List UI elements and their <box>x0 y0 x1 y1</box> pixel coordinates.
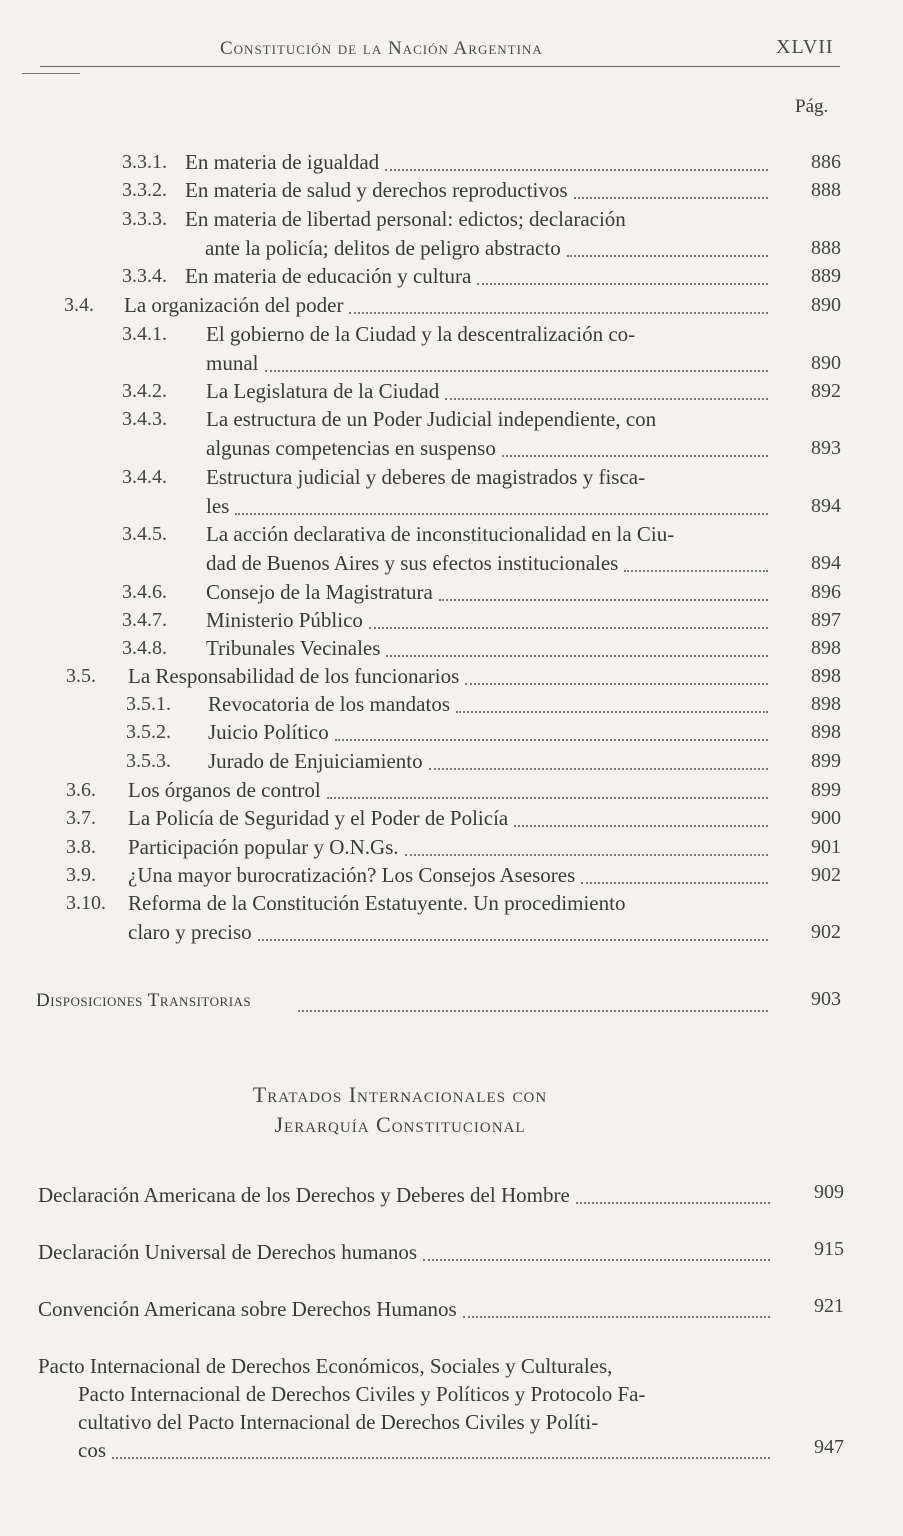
treaty-dot-leader <box>463 1316 770 1318</box>
toc-entry-page: 897 <box>811 609 841 631</box>
toc-entry-title: La Policía de Seguridad y el Poder de Policía <box>128 806 509 830</box>
toc-entry-page: 898 <box>811 665 841 687</box>
toc-entry-number: 3.3.1. <box>122 151 167 173</box>
toc-dot-leader <box>439 599 768 601</box>
toc-entry-title: ante la policía; delitos de peligro abstracto <box>205 235 561 260</box>
toc-entry-number: 3.10. <box>66 892 106 914</box>
toc-entry-title: dad de Buenos Aires y sus efectos institucionales <box>206 550 619 575</box>
toc-entry-title: Reforma de la Constitución Estatuyente. Un procedimiento <box>128 891 626 915</box>
treaty-title: Pacto Internacional de Derechos Civiles y Políticos y Protocolo Fa- <box>78 1382 646 1406</box>
toc-entry-number: 3.4.8. <box>122 637 167 659</box>
toc-entry-title: La acción declarativa de inconstitucionalidad en la Ciu- <box>206 522 675 546</box>
transitorias-leader <box>298 1010 768 1012</box>
toc-entry-page: 898 <box>811 693 841 715</box>
toc-entry-page: 902 <box>811 864 841 886</box>
running-header-title: Constitución de la Nación Argentina <box>220 38 543 59</box>
section-heading-line2: Jerarquía Constitucional <box>274 1112 526 1137</box>
treaty-page: 921 <box>814 1295 844 1317</box>
toc-entry-title: munal <box>206 350 259 375</box>
toc-entry-number: 3.5.3. <box>126 750 171 772</box>
toc-entry-number: 3.6. <box>66 779 96 801</box>
toc-dot-leader <box>514 825 768 827</box>
toc-entry-number: 3.4. <box>64 294 94 316</box>
toc-entry-number: 3.5.1. <box>126 693 171 715</box>
toc-entry-page: 900 <box>811 807 841 829</box>
toc-dot-leader <box>477 283 768 285</box>
toc-entry-page: 890 <box>811 351 841 374</box>
toc-dot-leader <box>235 513 768 515</box>
toc-dot-leader <box>369 627 768 629</box>
toc-entry-title: El gobierno de la Ciudad y la descentralización co- <box>206 322 636 346</box>
toc-entry-title: Consejo de la Magistratura <box>206 580 433 604</box>
treaty-page: 947 <box>814 1436 844 1458</box>
toc-entry-page: 899 <box>811 779 841 801</box>
toc-entry-title: La Legislatura de la Ciudad <box>206 379 440 403</box>
toc-dot-leader <box>335 739 768 741</box>
toc-entry-number: 3.3.4. <box>122 265 167 287</box>
toc-entry-page: 901 <box>811 836 841 858</box>
toc-dot-leader <box>574 197 768 199</box>
section-heading-line1: Tratados Internacionales con <box>252 1082 548 1107</box>
treaty-dot-leader <box>112 1457 770 1459</box>
toc-entry-page: 894 <box>811 494 841 517</box>
toc-dot-leader <box>258 939 768 941</box>
treaty-title: Declaración Americana de los Derechos y Deberes del Hombre <box>38 1183 570 1207</box>
toc-dot-leader <box>456 711 768 713</box>
toc-entry-title: En materia de igualdad <box>185 150 380 174</box>
toc-entry-title: claro y preciso <box>128 919 252 944</box>
toc-entry-number: 3.4.1. <box>122 323 167 345</box>
toc-entry-title: Estructura judicial y deberes de magistrados y fisca- <box>206 465 646 489</box>
toc-entry-page: 894 <box>811 551 841 574</box>
toc-entry-number: 3.4.3. <box>122 408 167 430</box>
treaty-dot-leader <box>423 1259 770 1261</box>
toc-entry-title: Los órganos de control <box>128 778 321 802</box>
toc-entry-page: 899 <box>811 750 841 772</box>
toc-entry-title: La organización del poder <box>124 293 344 317</box>
page-number: XLVII <box>776 36 834 58</box>
toc-dot-leader <box>265 370 769 372</box>
toc-entry-number: 3.5. <box>66 665 96 687</box>
toc-entry-number: 3.4.2. <box>122 380 167 402</box>
toc-entry-number: 3.7. <box>66 807 96 829</box>
treaty-title: cultativo del Pacto Internacional de Derechos Civiles y Políti- <box>78 1410 599 1434</box>
treaty-page: 915 <box>814 1238 844 1260</box>
toc-dot-leader <box>429 768 768 770</box>
toc-dot-leader <box>385 169 768 171</box>
toc-entry-number: 3.4.4. <box>122 466 167 488</box>
toc-entry-page: 888 <box>811 236 841 259</box>
treaty-title: cos <box>78 1438 106 1462</box>
treaty-title: Convención Americana sobre Derechos Humanos <box>38 1297 457 1321</box>
toc-dot-leader <box>502 455 768 457</box>
toc-entry-number: 3.9. <box>66 864 96 886</box>
header-rule-short <box>22 73 80 74</box>
toc-entry-title: Juicio Político <box>208 720 329 744</box>
toc-entry-number: 3.3.2. <box>122 179 167 201</box>
toc-dot-leader <box>327 797 768 799</box>
toc-entry-number: 3.4.7. <box>122 609 167 631</box>
toc-entry-page: 889 <box>811 265 841 287</box>
toc-entry-title: La estructura de un Poder Judicial independiente, con <box>206 407 657 431</box>
toc-entry-page: 892 <box>811 380 841 402</box>
toc-entry-page: 893 <box>811 436 841 459</box>
toc-entry-title: Tribunales Vecinales <box>206 636 381 660</box>
toc-entry-page: 902 <box>811 920 841 943</box>
toc-entry-page: 896 <box>811 581 841 603</box>
toc-entry-page: 888 <box>811 179 841 201</box>
toc-entry-number: 3.4.6. <box>122 581 167 603</box>
toc-entry-title: Jurado de Enjuiciamiento <box>208 749 423 773</box>
page-column-label: Pág. <box>795 96 829 117</box>
toc-entry-page: 898 <box>811 637 841 659</box>
toc-entry-title: algunas competencias en suspenso <box>206 435 496 460</box>
toc-entry-title: La Responsabilidad de los funcionarios <box>128 664 460 688</box>
toc-entry-title: Ministerio Público <box>206 608 363 632</box>
transitorias-label: Disposiciones Transitorias <box>36 990 252 1011</box>
toc-entry-title: Revocatoria de los mandatos <box>208 692 451 716</box>
toc-entry-title: En materia de educación y cultura <box>185 264 472 288</box>
toc-dot-leader <box>405 854 768 856</box>
treaty-page: 909 <box>814 1181 844 1203</box>
toc-dot-leader <box>624 570 768 572</box>
header-rule <box>40 66 840 67</box>
treaty-title: Declaración Universal de Derechos humanos <box>38 1240 418 1264</box>
toc-entry-page: 886 <box>811 151 841 173</box>
toc-dot-leader <box>349 312 768 314</box>
toc-entry-page: 890 <box>811 294 841 316</box>
transitorias-page: 903 <box>811 988 841 1010</box>
toc-dot-leader <box>581 882 768 884</box>
toc-entry-title: En materia de salud y derechos reproductivos <box>185 178 568 202</box>
toc-entry-number: 3.3.3. <box>122 208 167 230</box>
toc-entry-number: 3.4.5. <box>122 523 167 545</box>
toc-dot-leader <box>465 683 768 685</box>
toc-dot-leader <box>445 398 768 400</box>
toc-dot-leader <box>386 655 768 657</box>
treaty-title: Pacto Internacional de Derechos Económicos, Sociales y Culturales, <box>38 1354 613 1378</box>
toc-entry-title: ¿Una mayor burocratización? Los Consejos Asesores <box>128 863 576 887</box>
toc-entry-title: les <box>206 493 230 518</box>
toc-entry-title: En materia de libertad personal: edictos; declaración <box>185 207 626 231</box>
toc-entry-number: 3.8. <box>66 836 96 858</box>
toc-dot-leader <box>567 255 768 257</box>
toc-entry-number: 3.5.2. <box>126 721 171 743</box>
toc-entry-page: 898 <box>811 721 841 743</box>
treaty-dot-leader <box>576 1202 770 1204</box>
toc-entry-title: Participación popular y O.N.Gs. <box>128 835 399 859</box>
